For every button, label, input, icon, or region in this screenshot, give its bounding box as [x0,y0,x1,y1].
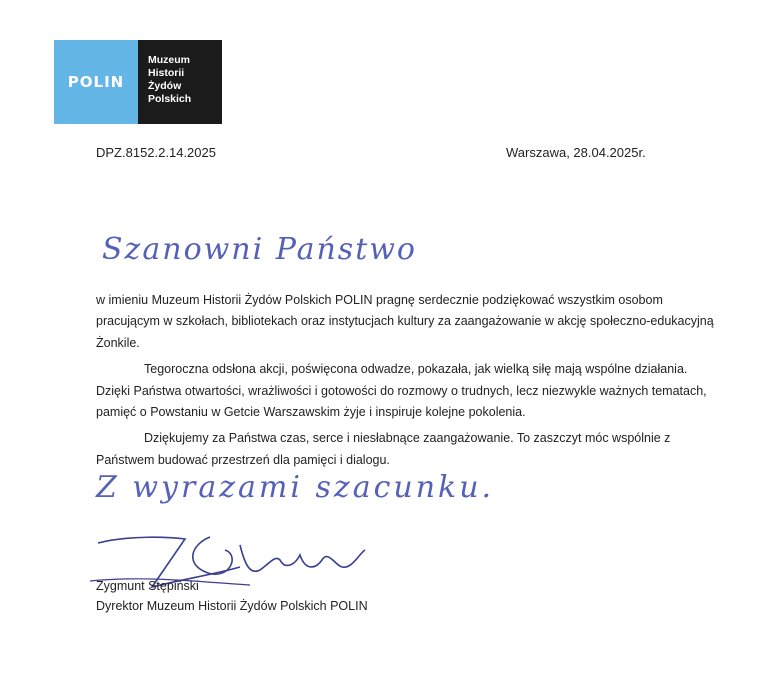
signatory-name: Zygmunt Stępiński [96,579,199,593]
museum-name-line-1: Muzeum [148,54,190,66]
polin-logo-text: POLIN [67,73,125,91]
museum-name-line-3: Żydów [148,80,182,92]
handwritten-closing: Z wyrazami szacunku. [96,470,495,505]
signatory-title: Dyrektor Muzeum Historii Żydów Polskich POLIN [96,599,368,613]
paragraph-1: w imieniu Muzeum Historii Żydów Polskich POLIN pragnę serdecznie podziękować wszystkim osobom pracującym w szkołach, bibliotekach oraz instytucjach kultury za zaangażowanie w akcję społeczno-edukacyjną Żonkile. [96,293,714,350]
paragraph-2: Tegoroczna odsłona akcji, poświęcona odwadze, pokazała, jak wielką siłę mają wspólne działania. Dzięki Państwa otwartości, wrażliwości i gotowości do rozmowy o trudnych, lecz niezwykle ważnych tematach, pamięć o Powstaniu w Getcie Warszawskim żyje i inspiruje kolejne pokolenia. [96,362,707,420]
museum-name-line-4: Polskich [148,93,192,105]
museum-name-block [138,40,222,124]
letter-body [96,290,716,471]
museum-name-line-2: Historii [148,67,185,79]
polin-logo-mark [54,40,138,124]
place-and-date: Warszawa, 28.04.2025r. [506,145,646,160]
paragraph-3: Dziękujemy za Państwa czas, serce i niesłabnące zaangażowanie. To zaszczyt móc wspólnie z Państwem budować przestrzeń dla pamięci i dialogu. [96,431,671,467]
handwritten-greeting: Szanowni Państwo [102,232,417,267]
reference-number: DPZ.8152.2.14.2025 [96,145,216,160]
museum-name [138,40,222,106]
